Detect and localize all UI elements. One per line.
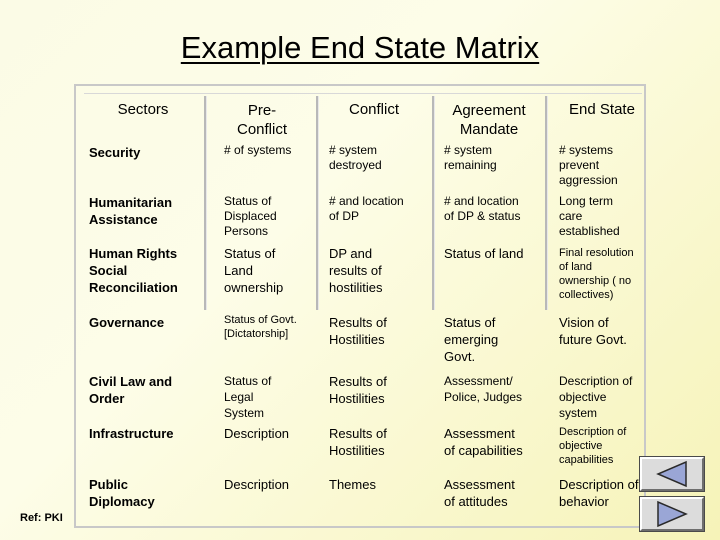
cell-public-diplomacy-end-state: Description of behavior <box>559 477 639 509</box>
row-label-public-diplomacy: Public Diplomacy <box>89 477 155 509</box>
header-conflict: Conflict <box>348 101 400 118</box>
row-label-human-rights: Human Rights Social Reconciliation <box>89 246 178 295</box>
cell-civil-law-agreement: Assessment/ Police, Judges <box>444 374 523 404</box>
cell-humanitarian-agreement: # and location of DP & status <box>444 194 521 223</box>
row-label-infrastructure: Infrastructure <box>89 426 174 441</box>
cell-infrastructure-pre-conflict: Description <box>224 426 290 441</box>
cell-governance-agreement: Status of emerging Govt. <box>444 315 499 364</box>
cell-human-rights-conflict: DP and results of hostilities <box>329 246 383 295</box>
cell-civil-law-pre-conflict: Status of Legal System <box>224 374 272 420</box>
row-label-governance: Governance <box>89 315 165 330</box>
cell-human-rights-end-state: Final resolution of land ownership ( no collectives) <box>559 247 634 301</box>
cell-civil-law-conflict: Results of Hostilities <box>329 374 387 406</box>
cell-infrastructure-agreement: Assessment of capabilities <box>444 426 523 458</box>
cell-human-rights-agreement: Status of land <box>444 246 524 261</box>
cell-security-conflict: # system destroyed <box>329 143 382 172</box>
cell-humanitarian-pre-conflict: Status of Displaced Persons <box>224 194 277 238</box>
slide-title: Example End State Matrix <box>180 30 540 65</box>
previous-slide-button[interactable] <box>640 457 704 491</box>
cell-public-diplomacy-agreement: Assessment of attitudes <box>444 477 515 509</box>
cell-infrastructure-end-state: Description of objective capabilities <box>559 426 627 466</box>
reference-note: Ref: PKI <box>20 512 63 524</box>
cell-humanitarian-conflict: # and location of DP <box>329 194 404 223</box>
next-slide-button[interactable] <box>640 497 704 531</box>
cell-governance-conflict: Results of Hostilities <box>329 315 387 347</box>
triangle-left-icon <box>642 459 702 489</box>
cell-humanitarian-end-state: Long term care established <box>559 194 620 238</box>
triangle-right-icon <box>642 499 702 529</box>
cell-human-rights-pre-conflict: Status of Land ownership <box>224 246 284 295</box>
column-divider <box>545 96 547 310</box>
cell-public-diplomacy-pre-conflict: Description <box>224 477 290 492</box>
cell-security-pre-conflict: # of systems <box>224 143 292 157</box>
cell-governance-pre-conflict: Status of Govt. [Dictatorship] <box>224 314 297 340</box>
row-label-security: Security <box>89 145 141 160</box>
column-divider <box>204 96 206 310</box>
cell-civil-law-end-state: Description of objective system <box>559 374 633 420</box>
row-label-humanitarian-assistance: Humanitarian Assistance <box>89 195 173 227</box>
header-agreement-mandate: Agreement Mandate <box>452 102 526 138</box>
cell-public-diplomacy-conflict: Themes <box>329 477 376 492</box>
header-divider <box>84 93 642 94</box>
column-divider <box>432 96 434 310</box>
header-sectors: Sectors <box>117 101 169 118</box>
header-pre-conflict: Pre- Conflict <box>236 102 288 138</box>
cell-governance-end-state: Vision of future Govt. <box>559 315 627 347</box>
header-end-state: End State <box>569 101 635 118</box>
column-divider <box>316 96 318 310</box>
row-label-civil-law: Civil Law and Order <box>89 374 173 406</box>
cell-security-agreement: # system remaining <box>444 143 497 172</box>
cell-security-end-state: # systems prevent aggression <box>559 143 618 187</box>
cell-infrastructure-conflict: Results of Hostilities <box>329 426 387 458</box>
